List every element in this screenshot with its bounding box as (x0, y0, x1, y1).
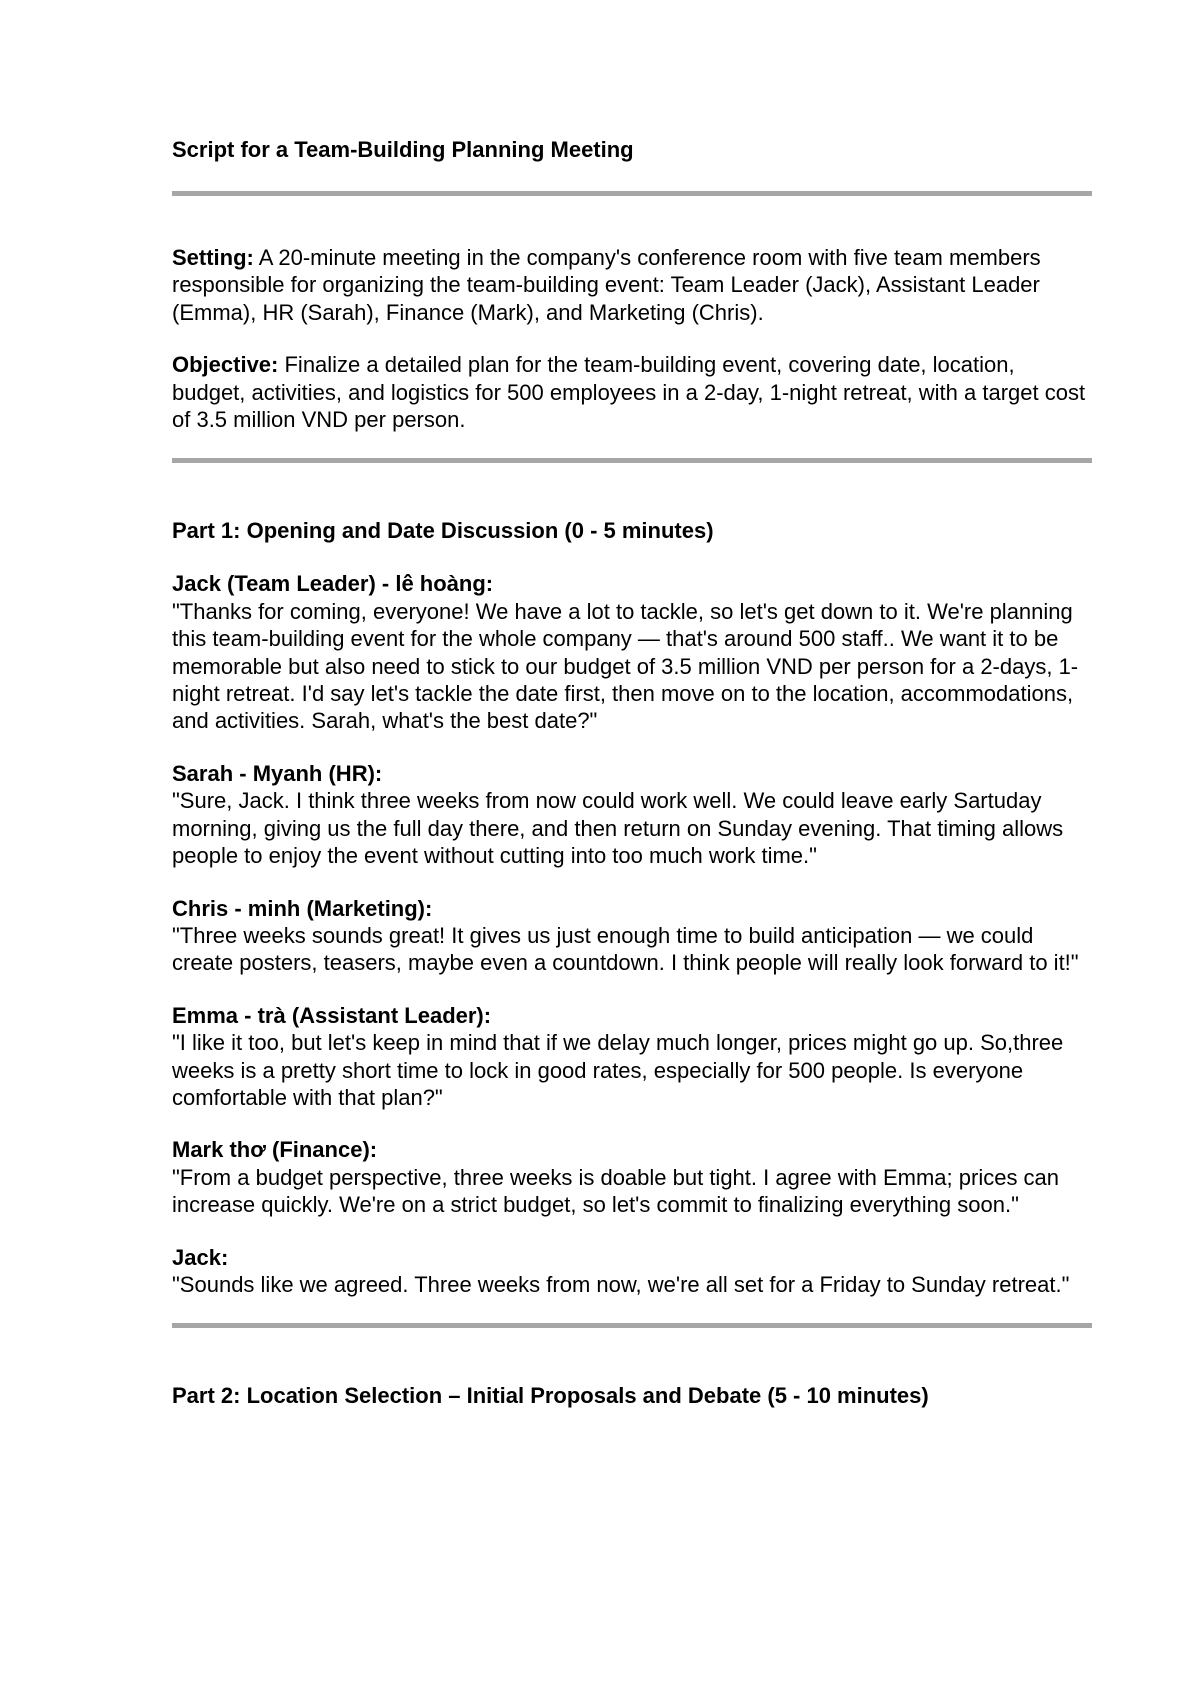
speaker-name: Sarah - Myanh (HR): (172, 760, 383, 786)
dialogue-turn-emma (172, 1002, 1092, 1112)
speaker-quote: "Sounds like we agreed. Three weeks from now, we're all set for a Friday to Sunday retreat." (172, 1271, 1070, 1297)
objective-paragraph (172, 351, 1092, 433)
setting-text: A 20-minute meeting in the company's conference room with five team members responsible for organizing the team-building event: Team Leader (Jack), Assistant Leader (Emma), HR (Sarah), Finance (Mark), and Marketing (Chris). (172, 245, 1041, 325)
objective-text: Finalize a detailed plan for the team-building event, covering date, location, budget, activities, and logistics for 500 employees in a 2-day, 1-night retreat, with a target cost of 3.5 million VND per person. (172, 352, 1086, 433)
dialogue-turn-jack-closing (172, 1244, 1092, 1299)
intro-block (172, 244, 1092, 433)
part-1-heading: Part 1: Opening and Date Discussion (0 - 5 minutes) (172, 518, 714, 544)
speaker-quote: "From a budget perspective, three weeks is doable but tight. I agree with Emma; prices can increase quickly. We're on a strict budget, so let's commit to finalizing everything soon." (172, 1164, 1060, 1218)
speaker-quote: "Sure, Jack. I think three weeks from now could work well. We could leave early Sartuday morning, giving us the full day there, and then return on Sunday evening. That timing allows people to enjoy the event without cutting into too much work time." (172, 788, 1064, 869)
speaker-name: Jack: (172, 1244, 229, 1270)
speaker-quote: "Thanks for coming, everyone! We have a lot to tackle, so let's get down to it. We're planning this team-building event for the whole company — that's around 500 staff.. We want it to be memorable but also need to stick to our budget of 3.5 million VND per person for a 2-days, 1-night retreat. I'd say let's tackle the date first, then move on to the location, accommodations, and activities. Sarah, what's the best date?" (172, 598, 1079, 734)
speaker-name: Jack (Team Leader) - lê hoàng: (172, 571, 494, 597)
setting-paragraph (172, 244, 1092, 326)
speaker-name: Chris - minh (Marketing): (172, 895, 433, 921)
objective-label: Objective: (172, 352, 279, 378)
dialogue-turn-mark (172, 1136, 1092, 1218)
dialogue-turn-sarah (172, 760, 1092, 870)
document-page (172, 136, 1092, 1410)
speaker-quote: "Three weeks sounds great! It gives us just enough time to build anticipation — we could create posters, teasers, maybe even a countdown. I think people will really look forward to it!" (172, 922, 1079, 976)
speaker-quote: "I like it too, but let's keep in mind that if we delay much longer, prices might go up. So,three weeks is a pretty short time to lock in good rates, especially for 500 people. Is everyone comfortable with that plan?" (172, 1030, 1064, 1110)
speaker-name: Mark thơ (Finance): (172, 1137, 378, 1163)
dialogue-turn-chris (172, 895, 1092, 977)
speaker-name: Emma - trà (Assistant Leader): (172, 1002, 492, 1028)
dialogue-turn-jack (172, 570, 1092, 734)
horizontal-rule (172, 191, 1092, 196)
document-title: Script for a Team-Building Planning Meeting (172, 137, 634, 162)
part-2-heading: Part 2: Location Selection – Initial Proposals and Debate (5 - 10 minutes) (172, 1383, 929, 1409)
horizontal-rule (172, 458, 1092, 463)
horizontal-rule (172, 1323, 1092, 1328)
setting-label: Setting: (172, 245, 254, 270)
